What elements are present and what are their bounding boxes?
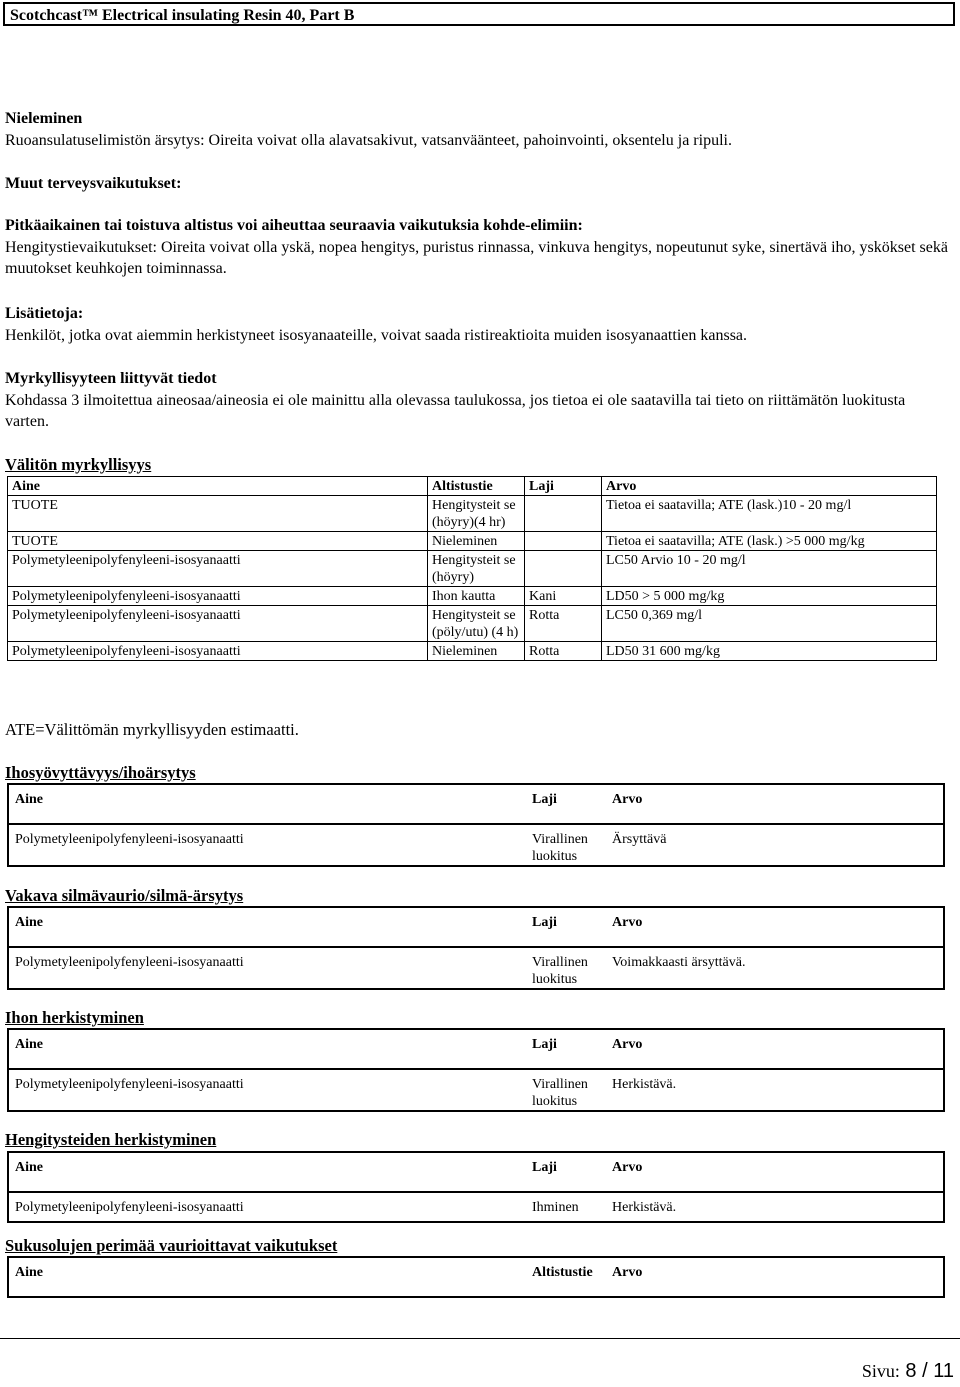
total-pages: 11 <box>933 1360 954 1382</box>
cell-altistustie: Ihon kautta <box>428 587 525 606</box>
cell-aine: Polymetyleenipolyfenyleeni-isosyanaatti <box>8 587 428 606</box>
cell-laji <box>525 532 602 551</box>
cell-altistustie: Nieleminen <box>428 532 525 551</box>
additional-text: Henkilöt, jotka ovat aiemmin herkistyneet isosyanaateille, voivat saada ristireaktioita muiden isosyanaattien kanssa. <box>5 326 748 344</box>
col-altistustie: Altistustie <box>532 1265 593 1280</box>
table-row <box>8 496 937 532</box>
skin-sens-table <box>7 1028 945 1112</box>
skin-irritation-heading: Ihosyövyttävyys/ihoärsytys <box>5 763 196 782</box>
col-arvo: Arvo <box>612 1265 643 1280</box>
cell-altistustie: Hengitysteit se (höyry) <box>428 551 525 587</box>
cell-arvo: Tietoa ei saatavilla; ATE (lask.) >5 000 mg/kg <box>602 532 937 551</box>
resp-sens-heading: Hengitysteiden herkistyminen <box>5 1130 217 1149</box>
long-term-heading: Pitkäaikainen tai toistuva altistus voi aiheuttaa seuraavia vaikutuksia kohde-elimiin: <box>5 217 583 234</box>
cell-laji: Rotta <box>525 606 602 642</box>
table-header-row <box>8 1152 944 1192</box>
table-header-row <box>8 784 944 824</box>
cell-laji: Kani <box>525 587 602 606</box>
col-aine: Aine <box>8 1152 526 1192</box>
table-row <box>8 1069 944 1111</box>
table-row <box>8 824 944 866</box>
cell-arvo: LD50 > 5 000 mg/kg <box>602 587 937 606</box>
table-row <box>8 642 937 661</box>
table-row <box>8 1192 944 1222</box>
page-separator: / <box>922 1360 928 1382</box>
col-aine: Aine <box>8 477 428 496</box>
table-header-row <box>8 477 937 496</box>
eye-damage-heading: Vakava silmävaurio/silmä-ärsytys <box>5 886 244 905</box>
mutagenicity-heading: Sukusolujen perimää vaurioittavat vaikutukset <box>5 1236 338 1255</box>
cell-altistustie: Hengitysteit se (höyry)(4 hr) <box>428 496 525 532</box>
table-row <box>8 532 937 551</box>
col-arvo: Arvo <box>606 1029 944 1069</box>
document-header <box>3 2 955 26</box>
mutagenicity-table <box>7 1256 945 1298</box>
col-laji: Laji <box>526 784 606 824</box>
cell-aine: Polymetyleenipolyfenyleeni-isosyanaatti <box>8 606 428 642</box>
acute-heading: Välitön myrkyllisyys <box>5 455 152 474</box>
col-arvo: Arvo <box>606 1152 944 1192</box>
cell-laji: Rotta <box>525 642 602 661</box>
col-arvo: Arvo <box>606 907 944 947</box>
acute-toxicity-table <box>7 476 937 661</box>
toxicity-text: Kohdassa 3 ilmoitettua aineosaa/aineosia ei ole mainittu alla olevassa taulukossa, jos tietoa ei ole saatavilla tai tieto on riittämätön luokitusta varten. <box>5 391 906 430</box>
table-header-row <box>8 1257 944 1297</box>
col-altistustie: Altistustie <box>428 477 525 496</box>
current-page: 8 <box>905 1360 917 1382</box>
long-term-text: Hengitystievaikutukset: Oireita voivat olla yskä, nopea hengitys, puristus rinnassa, vinkuva hengitys, nopeutunut syke, sinertävä iho, yskökset sekä muutokset keuhkojen toiminnassa. <box>5 238 948 277</box>
cell-arvo: LC50 0,369 mg/l <box>602 606 937 642</box>
additional-section <box>5 303 950 346</box>
cell-aine: TUOTE <box>8 496 428 532</box>
col-aine: Aine <box>15 1265 43 1280</box>
col-laji: Laji <box>526 1029 606 1069</box>
cell-arvo: Voimakkaasti ärsyttävä. <box>612 955 746 970</box>
table-row <box>8 947 944 989</box>
cell-laji: Virallinen luokitus <box>532 955 588 987</box>
long-term-section <box>5 215 950 280</box>
table-row <box>8 606 937 642</box>
col-arvo: Arvo <box>606 784 944 824</box>
toxicity-heading: Myrkyllisyyteen liittyvät tiedot <box>5 370 217 387</box>
other-effects-heading: Muut terveysvaikutukset: <box>5 175 182 192</box>
page-number <box>862 1360 954 1383</box>
cell-laji: Virallinen luokitus <box>532 832 588 864</box>
cell-arvo: LD50 31 600 mg/kg <box>602 642 937 661</box>
cell-arvo: Ärsyttävä <box>612 832 667 847</box>
ingestion-section <box>5 108 950 151</box>
table-header-row <box>8 907 944 947</box>
col-laji: Laji <box>526 1152 606 1192</box>
col-laji: Laji <box>525 477 602 496</box>
additional-heading: Lisätietoja: <box>5 305 84 322</box>
ingestion-heading: Nieleminen <box>5 110 83 127</box>
cell-aine: Polymetyleenipolyfenyleeni-isosyanaatti <box>15 1200 244 1215</box>
resp-sens-table <box>7 1151 945 1223</box>
cell-laji: Virallinen luokitus <box>532 1077 588 1109</box>
cell-arvo: Herkistävä. <box>612 1077 677 1092</box>
skin-sens-heading: Ihon herkistyminen <box>5 1008 144 1027</box>
table-row <box>8 551 937 587</box>
cell-aine: Polymetyleenipolyfenyleeni-isosyanaatti <box>15 955 244 970</box>
cell-altistustie: Hengitysteit se (pöly/utu) (4 h) <box>428 606 525 642</box>
document-title: Scotchcast™ Electrical insulating Resin 40, Part B <box>10 7 355 24</box>
cell-altistustie: Nieleminen <box>428 642 525 661</box>
toxicity-section <box>5 368 950 433</box>
cell-aine: Polymetyleenipolyfenyleeni-isosyanaatti <box>8 642 428 661</box>
cell-arvo: Tietoa ei saatavilla; ATE (lask.)10 - 20 mg/l <box>602 496 937 532</box>
skin-irritation-table <box>7 783 945 867</box>
table-header-row <box>8 1029 944 1069</box>
ingestion-text: Ruoansulatuselimistön ärsytys: Oireita voivat olla alavatsakivut, vatsanväänteet, pahoinvointi, oksentelu ja ripuli. <box>5 131 732 149</box>
col-aine: Aine <box>8 1029 526 1069</box>
footer-divider <box>0 1338 960 1339</box>
col-arvo: Arvo <box>602 477 937 496</box>
col-aine: Aine <box>8 784 526 824</box>
cell-aine: Polymetyleenipolyfenyleeni-isosyanaatti <box>15 832 244 847</box>
eye-damage-table <box>7 906 945 990</box>
cell-aine: Polymetyleenipolyfenyleeni-isosyanaatti <box>15 1077 244 1092</box>
cell-arvo: LC50 Arvio 10 - 20 mg/l <box>602 551 937 587</box>
cell-laji <box>525 496 602 532</box>
col-laji: Laji <box>526 907 606 947</box>
cell-laji: Ihminen <box>532 1200 579 1215</box>
cell-arvo: Herkistävä. <box>612 1200 677 1215</box>
cell-aine: Polymetyleenipolyfenyleeni-isosyanaatti <box>8 551 428 587</box>
ate-note: ATE=Välittömän myrkyllisyyden estimaatti. <box>5 720 299 739</box>
page-label: Sivu: <box>861 1361 900 1381</box>
col-aine: Aine <box>8 907 526 947</box>
table-row <box>8 587 937 606</box>
cell-laji <box>525 551 602 587</box>
cell-aine: TUOTE <box>8 532 428 551</box>
